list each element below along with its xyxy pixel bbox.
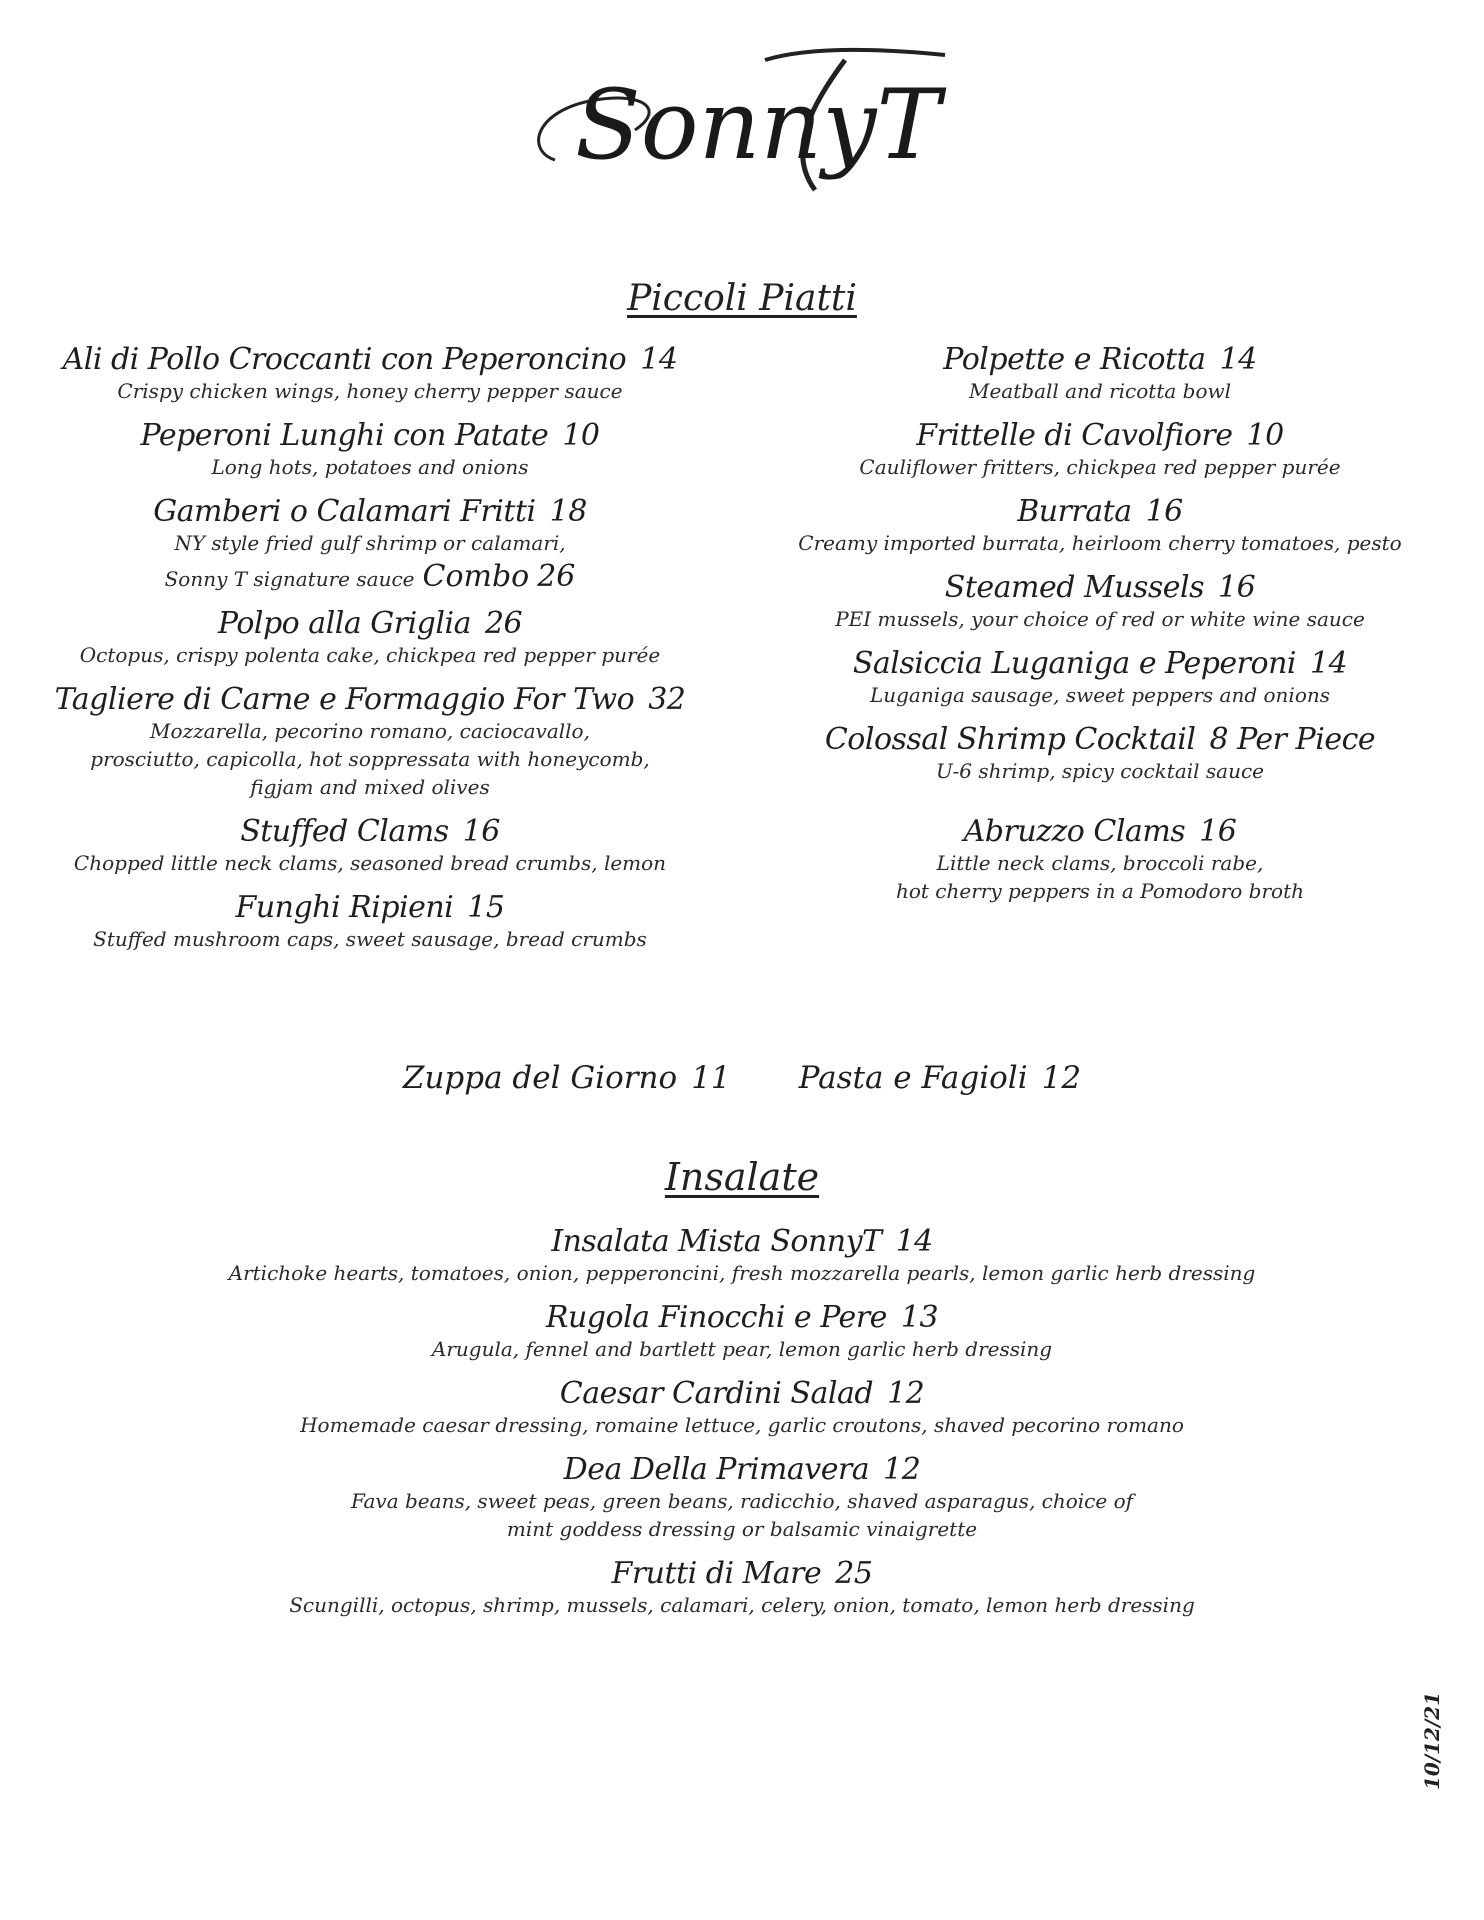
combo-line xyxy=(40,557,700,599)
menu-item-name: Stuffed Clams xyxy=(240,814,449,849)
menu-item-title xyxy=(40,815,700,849)
menu-item-price: 16 xyxy=(1145,494,1183,529)
menu-date: 10/12/21 xyxy=(1420,1691,1444,1790)
menu-item-price: 10 xyxy=(562,418,600,453)
menu-item-title xyxy=(40,607,700,641)
menu-item-description: prosciutto, capicolla, hot soppressata with honeycomb, xyxy=(90,747,650,771)
menu-item xyxy=(40,419,700,481)
menu-item-name: Abruzzo Clams xyxy=(963,814,1186,849)
menu-item-name: Dea Della Primavera xyxy=(563,1452,870,1487)
menu-item-title xyxy=(770,723,1430,757)
menu-item-price: 32 xyxy=(648,682,686,717)
menu-item-title xyxy=(770,343,1430,377)
menu-item-price: 26 xyxy=(484,606,523,641)
menu-item xyxy=(770,815,1430,905)
menu-item-name: Caesar Cardini Salad xyxy=(559,1376,874,1411)
menu-item xyxy=(40,815,700,877)
menu-item-description: hot cherry peppers in a Pomodoro broth xyxy=(895,879,1304,903)
menu-item xyxy=(0,1453,1484,1543)
menu-item-description: Arugula, fennel and bartlett pear, lemon garlic herb dressing xyxy=(431,1337,1053,1361)
menu-item-price: 25 xyxy=(835,1556,873,1591)
menu-item xyxy=(0,1225,1484,1287)
combo-label: Combo xyxy=(422,559,530,594)
menu-item-description: Cauliflower fritters, chickpea red pepper purée xyxy=(859,455,1341,479)
menu-item-description: Fava beans, sweet peas, green beans, radicchio, shaved asparagus, choice of xyxy=(350,1489,1134,1513)
menu-item-name: Polpette e Ricotta xyxy=(943,342,1206,377)
combo-price: 26 xyxy=(537,559,576,594)
menu-item xyxy=(770,419,1430,481)
menu-item-description: Octopus, crispy polenta cake, chickpea red pepper purée xyxy=(79,643,661,667)
menu-item xyxy=(40,495,700,599)
menu-item-description: mint goddess dressing or balsamic vinaigrette xyxy=(506,1517,978,1541)
menu-item-name: Salsiccia Luganiga e Peperoni xyxy=(852,646,1296,681)
menu-item-title xyxy=(40,495,700,529)
menu-item-name: Frutti di Mare xyxy=(611,1556,822,1591)
menu-item-title xyxy=(0,1453,1484,1487)
piccoli-right-column xyxy=(770,343,1430,919)
menu-item xyxy=(40,343,700,405)
menu-item-name: Funghi Ripieni xyxy=(235,890,454,925)
menu-item-price: 14 xyxy=(895,1224,933,1259)
menu-item-title xyxy=(0,1301,1484,1335)
menu-item-price: 12 xyxy=(887,1376,925,1411)
piccoli-left-column xyxy=(40,343,700,967)
menu-item-description: Chopped little neck clams, seasoned bread crumbs, lemon xyxy=(73,851,667,875)
soup-name: Pasta e Fagioli xyxy=(798,1060,1028,1096)
menu-item-description: Crispy chicken wings, honey cherry pepper sauce xyxy=(117,379,623,403)
menu-item-description: Meatball and ricotta bowl xyxy=(968,379,1232,403)
menu-item-title xyxy=(770,495,1430,529)
soup-item xyxy=(799,1060,1081,1096)
menu-item-title xyxy=(770,815,1430,849)
menu-item-price: 12 xyxy=(883,1452,921,1487)
menu-item-name: Burrata xyxy=(1017,494,1132,529)
menu-item-title xyxy=(770,419,1430,453)
menu-item-description: PEI mussels, your choice of red or white wine sauce xyxy=(835,607,1365,631)
menu-item xyxy=(770,647,1430,709)
soup-name: Zuppa del Giorno xyxy=(402,1060,678,1096)
menu-item-name: Gamberi o Calamari Fritti xyxy=(153,494,536,529)
menu-item-name: Colossal Shrimp Cocktail xyxy=(824,722,1196,757)
menu-item xyxy=(40,891,700,953)
menu-item xyxy=(0,1557,1484,1619)
menu-item-price: 15 xyxy=(467,890,505,925)
soup-price: 11 xyxy=(691,1060,731,1096)
menu-item-description: NY style fried gulf shrimp or calamari, xyxy=(174,531,566,555)
menu-item xyxy=(0,1377,1484,1439)
menu-item-name: Insalata Mista SonnyT xyxy=(551,1224,882,1259)
menu-item-price: 10 xyxy=(1246,418,1284,453)
menu-item-title xyxy=(770,571,1430,605)
menu-item-description: Mozzarella, pecorino romano, caciocavallo, xyxy=(150,719,590,743)
menu-item-name: Steamed Mussels xyxy=(944,570,1205,605)
menu-item-title xyxy=(0,1225,1484,1259)
menu-item-name: Polpo alla Griglia xyxy=(217,606,471,641)
soups-row xyxy=(0,1060,1484,1096)
menu-item-title xyxy=(40,683,700,717)
menu-item-description: Long hots, potatoes and onions xyxy=(211,455,529,479)
menu-item-description: Stuffed mushroom caps, sweet sausage, bread crumbs xyxy=(93,927,647,951)
menu-item xyxy=(770,495,1430,557)
section-title-piccoli-piatti: Piccoli Piatti xyxy=(627,278,857,319)
menu-item-price: 18 xyxy=(549,494,587,529)
menu-item-title xyxy=(0,1557,1484,1591)
menu-item-description: figjam and mixed olives xyxy=(250,775,490,799)
menu-item-title xyxy=(0,1377,1484,1411)
menu-item-name: Peperoni Lunghi con Patate xyxy=(140,418,549,453)
menu-item-price: 14 xyxy=(1310,646,1348,681)
menu-item-price: 8 Per Piece xyxy=(1209,722,1376,757)
menu-item-price: 14 xyxy=(1219,342,1257,377)
menu-item-name: Tagliere di Carne e Formaggio For Two xyxy=(54,682,635,717)
menu-item-title xyxy=(40,891,700,925)
menu-item xyxy=(40,683,700,801)
section-title-insalate: Insalate xyxy=(664,1155,820,1199)
menu-item-title xyxy=(770,647,1430,681)
menu-item-title xyxy=(40,419,700,453)
menu-item xyxy=(770,723,1430,785)
menu-item-description: Artichoke hearts, tomatoes, onion, pepperoncini, fresh mozzarella pearls, lemon garlic herb dressing xyxy=(228,1261,1256,1285)
menu-item-name: Frittelle di Cavolfiore xyxy=(916,418,1233,453)
menu-item-description: U-6 shrimp, spicy cocktail sauce xyxy=(935,759,1265,783)
menu-item-name: Ali di Pollo Croccanti con Peperoncino xyxy=(62,342,627,377)
soup-item xyxy=(403,1060,731,1096)
insalate-list xyxy=(0,1225,1484,1633)
menu-item-price: 16 xyxy=(1218,570,1256,605)
sonnyt-logo xyxy=(515,40,955,200)
logo-wordmark: SonnyT xyxy=(575,69,941,181)
menu-item xyxy=(40,607,700,669)
combo-description: Sonny T signature sauce xyxy=(164,567,415,591)
menu-item-description: Scungilli, octopus, shrimp, mussels, calamari, celery, onion, tomato, lemon herb dressing xyxy=(289,1593,1195,1617)
menu-item-price: 16 xyxy=(462,814,500,849)
soup-price: 12 xyxy=(1041,1060,1082,1096)
menu-item xyxy=(770,343,1430,405)
menu-item-price: 16 xyxy=(1199,814,1237,849)
menu-item-price: 13 xyxy=(900,1300,939,1335)
menu-item-description: Little neck clams, broccoli rabe, xyxy=(936,851,1264,875)
menu-item-description: Luganiga sausage, sweet peppers and onions xyxy=(869,683,1331,707)
menu-item-price: 14 xyxy=(640,342,678,377)
menu-item-description: Homemade caesar dressing, romaine lettuce, garlic croutons, shaved pecorino romano xyxy=(300,1413,1184,1437)
menu-item-title xyxy=(40,343,700,377)
menu-item-name: Rugola Finocchi e Pere xyxy=(545,1300,887,1335)
menu-item-description: Creamy imported burrata, heirloom cherry tomatoes, pesto xyxy=(798,531,1402,555)
menu-item xyxy=(770,571,1430,633)
menu-item xyxy=(0,1301,1484,1363)
